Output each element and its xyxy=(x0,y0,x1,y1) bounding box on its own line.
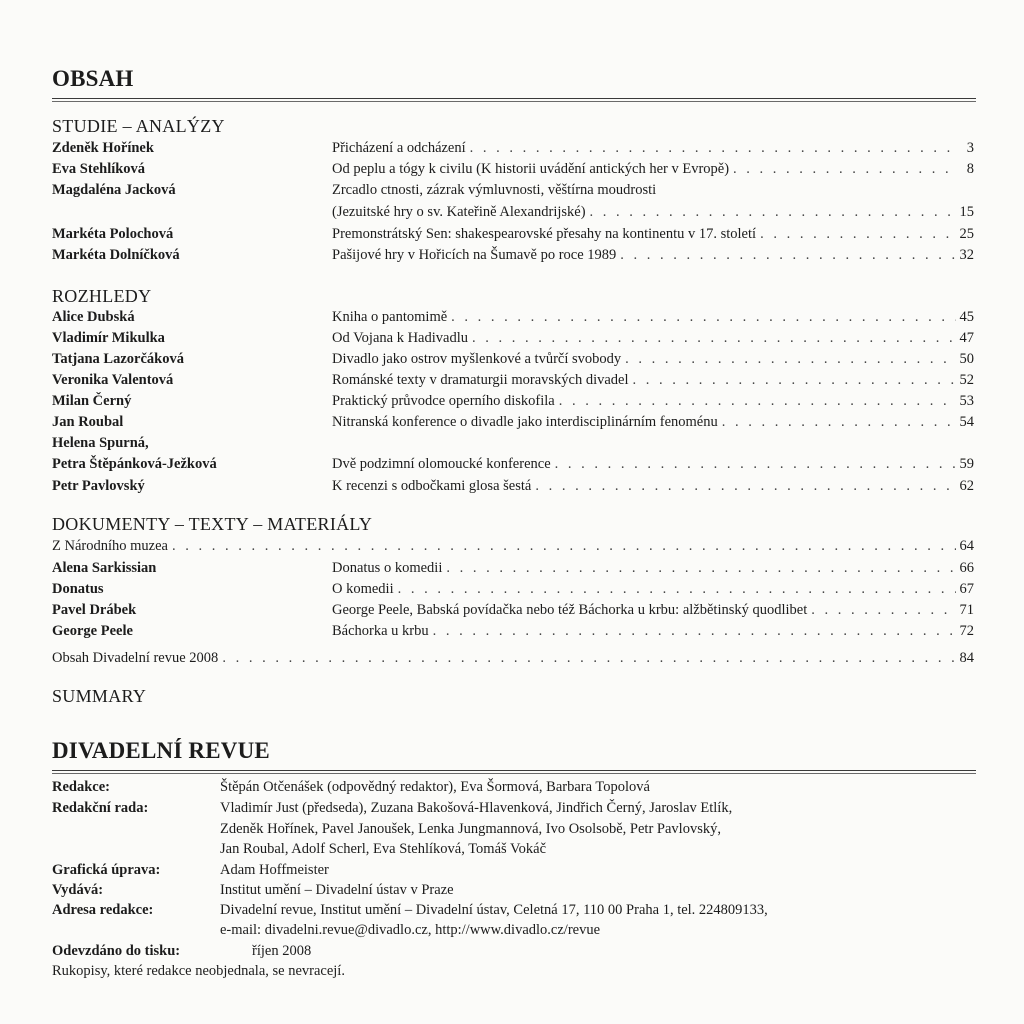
toc-page: 62 xyxy=(959,478,974,494)
toc-title: Premonstrátský Sen: shakespearovské přesahy na kontinentu v 17. století xyxy=(332,226,757,242)
masthead-label: Odevzdáno do tisku: xyxy=(52,943,181,959)
toc-title: Od peplu a tógy k civilu (K historii uvádění antických her v Evropě) xyxy=(332,161,730,177)
leader-dots xyxy=(398,581,956,598)
toc-page: 25 xyxy=(959,226,974,242)
toc-author: Markéta Dolníčková xyxy=(52,247,180,263)
toc-author: Petr Pavlovský xyxy=(52,478,145,494)
toc-author: Alice Dubská xyxy=(52,309,135,325)
toc-entry[interactable] xyxy=(0,330,1024,352)
masthead-row xyxy=(0,779,1024,801)
masthead-value: Institut umění – Divadelní ústav v Praze xyxy=(220,882,454,898)
toc-title: Pašijové hry v Hořicích na Šumavě po roce 1989 xyxy=(332,247,617,263)
toc-title: Donatus o komedii xyxy=(332,560,443,576)
toc-title: Románské texty v dramaturgii moravských divadel xyxy=(332,372,629,388)
toc-entry[interactable] xyxy=(0,414,1024,436)
leader-dots xyxy=(433,623,956,640)
section-title-rozhledy: ROZHLEDY xyxy=(52,286,152,306)
toc-author: Jan Roubal xyxy=(52,414,124,430)
section-title-studie: STUDIE – ANALÝZY xyxy=(52,116,225,136)
masthead-value: Štěpán Otčenášek (odpovědný redaktor), Eva Šormová, Barbara Topolová xyxy=(220,779,650,795)
toc-entry[interactable] xyxy=(0,140,1024,162)
leader-dots xyxy=(555,456,956,473)
masthead-value: Zdeněk Hořínek, Pavel Janoušek, Lenka Jungmannová, Ivo Osolsobě, Petr Pavlovský, xyxy=(220,821,721,837)
toc-author: Helena Spurná, xyxy=(52,435,149,451)
masthead-row xyxy=(0,800,1024,822)
leader-dots xyxy=(559,393,956,410)
toc-author: Eva Stehlíková xyxy=(52,161,146,177)
toc-author: Vladimír Mikulka xyxy=(52,330,165,346)
toc-entry[interactable] xyxy=(0,650,1024,672)
leader-dots xyxy=(590,204,956,221)
toc-page: 66 xyxy=(959,560,974,576)
toc-title: Od Vojana k Hadivadlu xyxy=(332,330,468,346)
section-title-dokumenty: DOKUMENTY – TEXTY – MATERIÁLY xyxy=(52,514,373,534)
toc-title: K recenzi s odbočkami glosa šestá xyxy=(332,478,532,494)
toc-title: Praktický průvodce operního diskofila xyxy=(332,393,555,409)
toc-entry[interactable] xyxy=(0,560,1024,582)
masthead-label: Adresa redakce: xyxy=(52,902,154,918)
toc-title: Zrcadlo ctnosti, zázrak výmluvnosti, věštírna moudrosti xyxy=(332,182,657,198)
toc-entry[interactable] xyxy=(0,351,1024,373)
toc-entry[interactable] xyxy=(0,204,1024,226)
masthead-value: Vladimír Just (předseda), Zuzana Bakošová-Hlavenková, Jindřich Černý, Jaroslav Etlík, xyxy=(220,800,733,816)
toc-page: 32 xyxy=(959,247,974,263)
leader-dots xyxy=(620,247,955,264)
toc-title: (Jezuitské hry o sv. Kateřině Alexandrijské) xyxy=(332,204,586,220)
leader-dots xyxy=(446,560,955,577)
toc-title: Z Národního muzea xyxy=(52,538,168,554)
leader-dots xyxy=(470,140,956,157)
toc-page: 71 xyxy=(959,602,974,618)
masthead-heading: DIVADELNÍ REVUE xyxy=(52,738,270,763)
masthead-row xyxy=(0,862,1024,884)
toc-title: Obsah Divadelní revue 2008 xyxy=(52,650,219,666)
masthead-row xyxy=(0,882,1024,904)
toc-entry[interactable] xyxy=(0,456,1024,478)
leader-dots xyxy=(222,650,955,667)
leader-dots xyxy=(733,161,956,178)
masthead-row xyxy=(0,922,1024,944)
manuscript-note: Rukopisy, které redakce neobjednala, se nevracejí. xyxy=(52,963,345,979)
toc-author: George Peele xyxy=(52,623,133,639)
leader-dots xyxy=(625,351,955,368)
masthead-label: Vydává: xyxy=(52,882,104,898)
heading-rule xyxy=(52,98,976,99)
toc-entry[interactable] xyxy=(0,478,1024,500)
toc-entry xyxy=(0,435,1024,457)
masthead-label: Grafická úprava: xyxy=(52,862,161,878)
masthead-value: Jan Roubal, Adolf Scherl, Eva Stehlíková, Tomáš Vokáč xyxy=(220,841,547,857)
toc-page: 8 xyxy=(966,161,974,177)
masthead-value: Adam Hoffmeister xyxy=(220,862,329,878)
leader-dots xyxy=(472,330,956,347)
toc-entry[interactable] xyxy=(0,372,1024,394)
masthead-row xyxy=(0,943,1024,965)
toc-title: George Peele, Babská povídačka nebo též Báchorka u krbu: alžbětinský quodlibet xyxy=(332,602,808,618)
toc-entry[interactable] xyxy=(0,182,1024,204)
toc-author: Magdaléna Jacková xyxy=(52,182,176,198)
leader-dots xyxy=(535,478,955,495)
toc-page: 64 xyxy=(959,538,974,554)
masthead-row xyxy=(0,841,1024,863)
masthead-row xyxy=(0,902,1024,924)
toc-page: 3 xyxy=(966,140,974,156)
toc-author: Milan Černý xyxy=(52,393,132,409)
toc-entry[interactable] xyxy=(0,309,1024,331)
toc-author: Petra Štěpánková-Ježková xyxy=(52,456,217,472)
masthead-rule xyxy=(52,770,976,771)
toc-entry[interactable] xyxy=(0,581,1024,603)
toc-entry[interactable] xyxy=(0,623,1024,645)
toc-title: Dvě podzimní olomoucké konference xyxy=(332,456,551,472)
toc-title: Přicházení a odcházení xyxy=(332,140,466,156)
toc-entry[interactable] xyxy=(0,226,1024,248)
toc-entry[interactable] xyxy=(0,538,1024,560)
toc-entry[interactable] xyxy=(0,602,1024,624)
toc-author: Veronika Valentová xyxy=(52,372,174,388)
toc-author: Tatjana Lazorčáková xyxy=(52,351,184,367)
masthead-label: Redakce: xyxy=(52,779,110,795)
leader-dots xyxy=(760,226,955,243)
masthead-value: e-mail: divadelni.revue@divadlo.cz, http://www.divadlo.cz/revue xyxy=(220,922,601,938)
leader-dots xyxy=(172,538,956,555)
leader-dots xyxy=(451,309,955,326)
toc-page: 15 xyxy=(959,204,974,220)
masthead-value: Divadelní revue, Institut umění – Divadelní ústav, Celetná 17, 110 00 Praha 1, tel. 224809133, xyxy=(220,902,768,918)
toc-page: 67 xyxy=(959,581,974,597)
toc-title: Divadlo jako ostrov myšlenkové a tvůrčí svobody xyxy=(332,351,622,367)
toc-page: 45 xyxy=(959,309,974,325)
toc-page: 84 xyxy=(959,650,974,666)
toc-page: 47 xyxy=(959,330,974,346)
toc-author: Alena Sarkissian xyxy=(52,560,157,576)
toc-page: 54 xyxy=(959,414,974,430)
leader-dots xyxy=(722,414,956,431)
toc-title: Báchorka u krbu xyxy=(332,623,429,639)
toc-author: Donatus xyxy=(52,581,104,597)
toc-page: 59 xyxy=(959,456,974,472)
toc-entry[interactable] xyxy=(0,393,1024,415)
contents-heading: OBSAH xyxy=(52,66,134,91)
toc-title: Kniha o pantomimě xyxy=(332,309,448,325)
toc-title: Nitranská konference o divadle jako interdisciplinárním fenoménu xyxy=(332,414,718,430)
leader-dots xyxy=(633,372,956,389)
toc-title: O komedii xyxy=(332,581,394,597)
masthead-row xyxy=(0,821,1024,843)
toc-page: 52 xyxy=(959,372,974,388)
toc-page: 50 xyxy=(959,351,974,367)
toc-author: Pavel Drábek xyxy=(52,602,137,618)
masthead-label: Redakční rada: xyxy=(52,800,149,816)
toc-page: 72 xyxy=(959,623,974,639)
toc-author: Markéta Polochová xyxy=(52,226,174,242)
section-title-summary: SUMMARY xyxy=(52,686,147,706)
toc-author: Zdeněk Hořínek xyxy=(52,140,154,156)
leader-dots xyxy=(811,602,955,619)
toc-entry[interactable] xyxy=(0,247,1024,269)
masthead-note xyxy=(0,963,1024,985)
masthead-value: říjen 2008 xyxy=(252,943,312,959)
toc-entry[interactable] xyxy=(0,161,1024,183)
toc-page: 53 xyxy=(959,393,974,409)
